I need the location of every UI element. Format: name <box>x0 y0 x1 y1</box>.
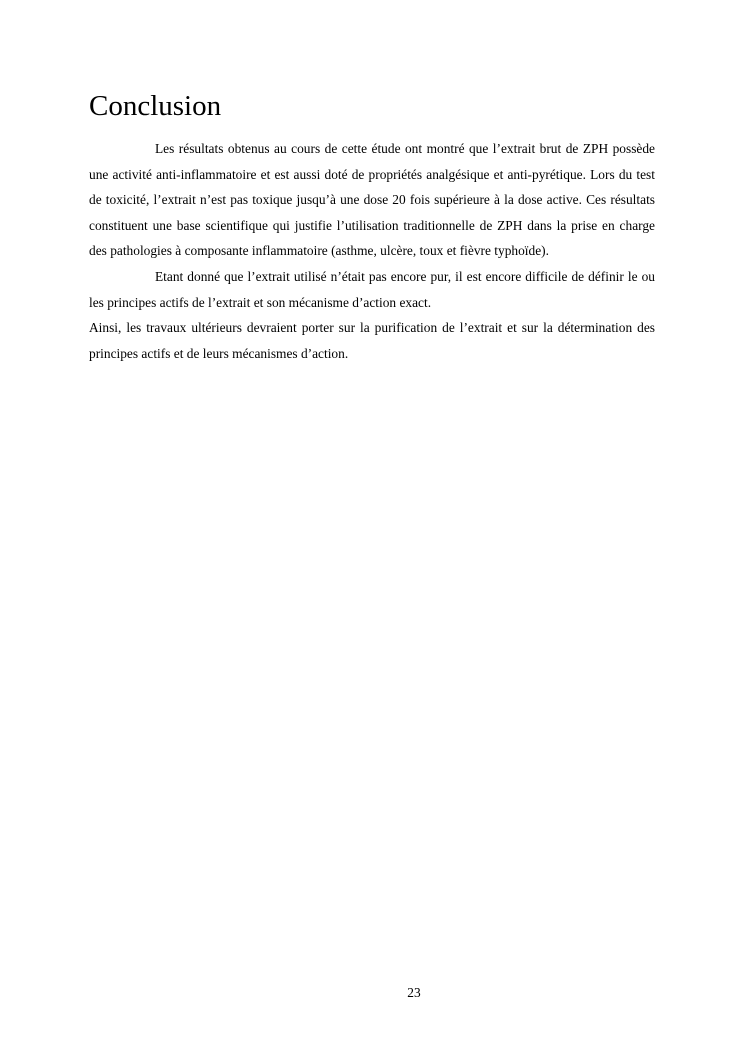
paragraph-results: Les résultats obtenus au cours de cette étude ont montré que l’extrait brut de ZPH possède une activité anti-inflammatoire et est aussi doté de propriétés analgésique et anti-pyrétique. Lors du test de toxicité, l’extrait n’est pas toxique jusqu’à une dose 20 fois supérieure à la dose active. Ces résultats constituent une base scientifique qui justifie l’utilisation traditionnelle de ZPH dans la prise en charge des pathologies à composante inflammatoire (asthme, ulcère, toux et fièvre typhoïde). <box>89 141 655 259</box>
paragraph-future-work: Ainsi, les travaux ultérieurs devraient porter sur la purification de l’extrait et sur la détermination des principes actifs et de leurs mécanismes d’action. <box>89 320 655 361</box>
page-number: 23 <box>407 985 421 1000</box>
paragraph-limitations: Etant donné que l’extrait utilisé n’était pas encore pur, il est encore difficile de définir le ou les principes actifs de l’extrait et son mécanisme d’action exact. <box>89 268 655 310</box>
section-heading: Conclusion <box>89 90 222 122</box>
body-text <box>89 136 655 366</box>
